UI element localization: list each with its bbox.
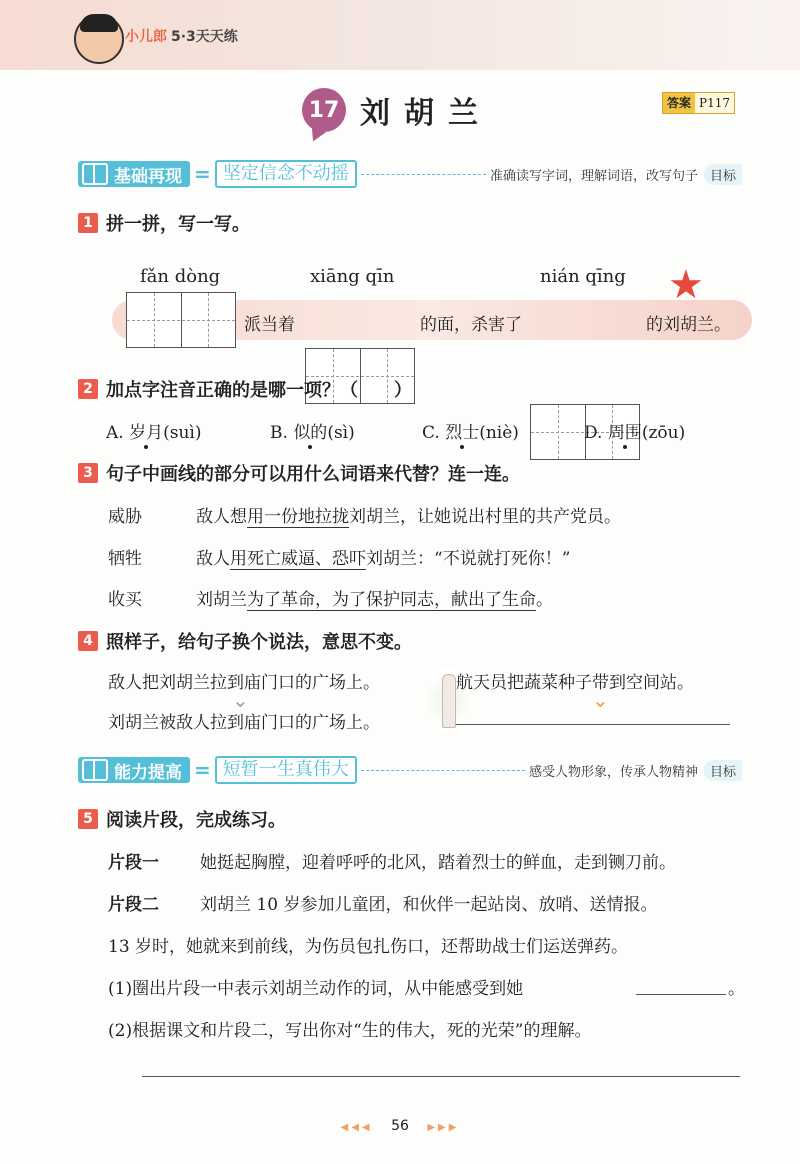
pinyin-3: nián qīng (540, 266, 626, 287)
subquestion-1: (1)圈出片段一中表示刘胡兰动作的词，从中能感受到她 (108, 979, 524, 999)
left-arrows-icon: ◀◀◀ (340, 1122, 373, 1133)
section-advanced (78, 756, 742, 784)
page-footer (0, 1118, 800, 1134)
sentence-text: 。 (536, 590, 553, 610)
match-word-3[interactable]: 收买 (108, 590, 142, 610)
passage-1-label: 片段一 (108, 853, 159, 873)
example-sentence-b: 刘胡兰被敌人拉到庙门口的广场上。 (108, 713, 380, 733)
option-d[interactable] (584, 418, 685, 443)
goal-text: 感受人物形象，传承人物精神 (528, 764, 698, 780)
underlined-phrase[interactable]: 用一份地拉拢 (247, 507, 349, 527)
question-number: 2 (78, 379, 98, 399)
option-b[interactable] (270, 418, 355, 443)
underlined-phrase[interactable]: 为了革命，为了保护同志，献出了生命 (247, 590, 536, 610)
option-label: C. (422, 423, 440, 443)
sentence-text: 敌人 (196, 549, 230, 569)
option-pinyin: (niè) (479, 423, 519, 443)
option-pinyin: (sì) (327, 423, 355, 443)
goal-label: 目标 (704, 760, 742, 781)
brand-logo: 小儿郎 (125, 29, 167, 45)
option-pinyin: (suì) (163, 423, 202, 443)
task-sentence: 航天员把蔬菜种子带到空间站。 (456, 673, 694, 693)
question-1 (78, 210, 250, 236)
sentence-text: 刘胡兰，让她说出村里的共产党员。 (349, 507, 621, 527)
dotted-word: 周围 (607, 423, 642, 443)
dashed-line (361, 770, 525, 771)
sentence-2 (196, 544, 570, 569)
section-basic (78, 160, 742, 188)
brand-sub: 5·3天天练 (171, 29, 238, 45)
lesson-number-badge: 17 (302, 88, 346, 132)
dotted-word: 岁月 (129, 423, 164, 443)
match-word-1[interactable]: 威胁 (108, 507, 142, 527)
question-5 (78, 806, 286, 832)
question-3 (78, 460, 520, 486)
underlined-phrase[interactable]: 用死亡威逼、恐吓 (230, 549, 366, 569)
brand (125, 26, 238, 46)
answer-blank[interactable] (636, 994, 726, 995)
subquestion-1-end: 。 (728, 979, 745, 999)
question-number: 3 (78, 463, 98, 483)
question-prompt: 加点字注音正确的是哪一项？（ ） (106, 380, 412, 401)
section-deco: = (194, 162, 211, 186)
option-label: D. (584, 423, 603, 443)
mascot-avatar (74, 14, 124, 64)
question-prompt: 句子中画线的部分可以用什么词语来代替？连一连。 (106, 464, 520, 485)
dotted-word: 似的 (293, 423, 328, 443)
section-motto: 短暂一生真伟大 (215, 756, 357, 784)
pinyin-2: xiāng qīn (310, 266, 395, 287)
question-prompt: 照样子，给句子换个说法，意思不变。 (106, 632, 412, 653)
question-prompt: 拼一拼，写一写。 (106, 214, 250, 235)
question-4 (78, 628, 412, 654)
goal-label: 目标 (704, 164, 742, 185)
question-prompt: 阅读片段，完成练习。 (106, 810, 286, 831)
book-icon (82, 163, 108, 185)
section-motto: 坚定信念不动摇 (215, 160, 357, 188)
option-pinyin: (zōu) (641, 423, 686, 443)
goal-text: 准确读写字词，理解词语，改写句子 (489, 168, 698, 184)
answer-page: P117 (699, 96, 730, 110)
page-number: 56 (391, 1118, 409, 1134)
option-label: B. (270, 423, 288, 443)
sentence-text: 刘胡兰：“不说就打死你！” (366, 549, 571, 569)
question-number: 4 (78, 631, 98, 651)
passage-2-label: 片段二 (108, 895, 159, 915)
q1-text-1: 派当着 (244, 315, 295, 335)
answer-line[interactable] (456, 724, 730, 725)
section-tag (78, 757, 190, 783)
passage-1-text: 她挺起胸膛，迎着呼呼的北风，踏着烈士的鲜血，走到铡刀前。 (200, 853, 676, 873)
answer-label: 答案 (663, 93, 695, 113)
lesson-title: 刘胡兰 (360, 96, 492, 131)
sentence-3 (196, 585, 553, 610)
q1-text-2: 的面，杀害了 (420, 315, 522, 335)
example-sentence-a: 敌人把刘胡兰拉到庙门口的广场上。 (108, 673, 380, 693)
question-number: 5 (78, 809, 98, 829)
section-tag-label: 能力提高 (114, 762, 182, 783)
q1-text-3: 的刘胡兰。 (646, 315, 731, 335)
down-arrow-icon: ⌄ (592, 688, 609, 712)
sentence-1 (196, 502, 621, 527)
sentence-text: 刘胡兰 (196, 590, 247, 610)
option-label: A. (106, 423, 124, 443)
star-icon: ★ (668, 262, 704, 308)
match-word-2[interactable]: 牺牲 (108, 549, 142, 569)
section-tag (78, 161, 190, 187)
section-deco: = (194, 758, 211, 782)
option-a[interactable] (106, 418, 201, 443)
dotted-word: 烈士 (445, 423, 480, 443)
question-2 (78, 376, 412, 402)
question-number: 1 (78, 213, 98, 233)
down-arrow-icon: ⌄ (232, 688, 249, 712)
answer-reference[interactable] (662, 92, 735, 114)
answer-line[interactable] (142, 1076, 740, 1077)
dashed-line (361, 174, 486, 175)
writing-grid-1[interactable] (126, 292, 236, 348)
pinyin-1: fǎn dòng (140, 266, 221, 287)
option-c[interactable] (422, 418, 519, 443)
sentence-text: 敌人想 (196, 507, 247, 527)
passage-2-text-cont: 13 岁时，她就来到前线，为伤员包扎伤口，还帮助战士们运送弹药。 (108, 937, 629, 957)
passage-2-text: 刘胡兰 10 岁参加儿童团，和伙伴一起站岗、放哨、送情报。 (200, 895, 658, 915)
right-arrows-icon: ▶▶▶ (427, 1122, 460, 1133)
book-icon (82, 759, 108, 781)
subquestion-2: (2)根据课文和片段二，写出你对“生的伟大，死的光荣”的理解。 (108, 1021, 592, 1041)
section-tag-label: 基础再现 (114, 166, 182, 187)
